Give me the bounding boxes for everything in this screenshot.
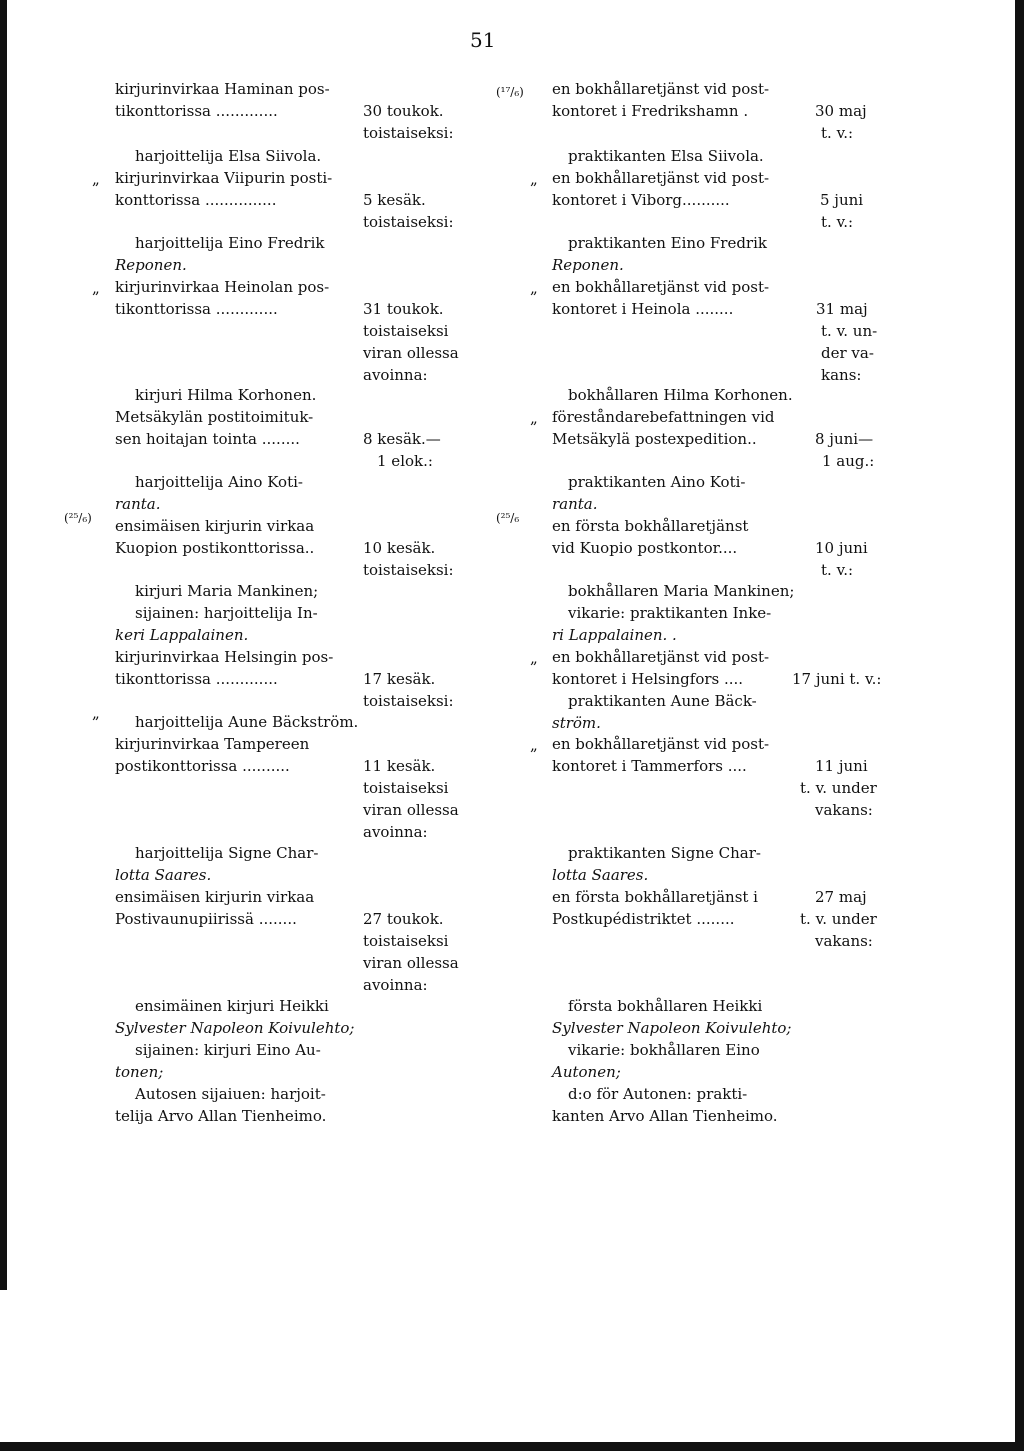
entry-line: tonen; [115,1063,164,1081]
ditto-mark: „ [92,279,100,297]
date-line: 31 maj [816,300,868,318]
date-line: toistaiseksi: [363,213,454,231]
entry-line: Kuopion postikonttorissa.. [115,539,315,557]
date-line: toistaiseksi [363,932,449,950]
entry-line: kirjuri Hilma Korhonen. [135,386,317,404]
date-line: viran ollessa [363,801,459,819]
date-line: viran ollessa [363,954,459,972]
ditto-mark: „ [92,704,100,722]
scan-border-left [0,0,7,1290]
entry-line: harjoittelija Signe Char- [135,844,319,862]
entry-line: harjoittelija Elsa Siivola. [135,147,322,165]
date-line: avoinna: [363,366,428,384]
entry-line: Sylvester Napoleon Koivulehto; [115,1019,355,1037]
date-line: 11 juni [815,757,868,775]
date-line: t. v. under [800,910,877,928]
date-line: 30 toukok. [363,102,444,120]
entry-line: första bokhållaren Heikki [568,997,763,1015]
entry-line: kontoret i Helsingfors .... [552,670,744,688]
entry-line: sen hoitajan tointa ........ [115,430,300,448]
ditto-mark: „ [530,409,538,427]
date-line: 1 elok.: [377,452,433,470]
entry-line: tikonttorissa ............. [115,300,278,318]
entry-line: praktikanten Signe Char- [568,844,761,862]
entry-line: kirjurinvirkaa Helsingin pos- [115,648,334,666]
entry-line: d:o för Autonen: prakti- [568,1085,748,1103]
entry-line: kontoret i Viborg.......... [552,191,730,209]
entry-line: keri Lappalainen. [115,626,249,644]
entry-line: ensimäinen kirjuri Heikki [135,997,329,1015]
ditto-mark: „ [92,170,100,188]
entry-line: lotta Saares. [115,866,212,884]
entry-line: kontoret i Heinola ........ [552,300,734,318]
date-line: vakans: [815,932,873,950]
entry-line: ri Lappalainen. . [552,626,677,644]
entry-line: en bokhållaretjänst vid post- [552,80,770,98]
entry-line: ranta. [115,495,161,513]
scan-border-bottom [0,1442,1024,1451]
entry-line: en första bokhållaretjänst i [552,888,758,906]
date-line: 11 kesäk. [363,757,436,775]
entry-line: kirjurinvirkaa Viipurin posti- [115,169,333,187]
entry-line: ström. [552,714,601,732]
ditto-mark: „ [530,279,538,297]
date-line: toistaiseksi [363,322,449,340]
entry-line: telija Arvo Allan Tienheimo. [115,1107,327,1125]
entry-line: Reponen. [552,256,624,274]
date-line: der va- [821,344,874,362]
entry-line: kontoret i Tammerfors .... [552,757,747,775]
entry-line: kirjurinvirkaa Tampereen [115,735,310,753]
date-line: 31 toukok. [363,300,444,318]
date-line: 8 juni— [815,430,874,448]
entry-line: Reponen. [115,256,187,274]
entry-line: ensimäisen kirjurin virkaa [115,517,315,535]
entry-line: Metsäkylän postitoimituk- [115,408,314,426]
entry-line: postikonttorissa .......... [115,757,290,775]
date-line: t. v. under [800,779,877,797]
date-line: t. v.: [821,124,854,142]
entry-line: Autosen sijaiuen: harjoit- [135,1085,326,1103]
date-line: toistaiseksi: [363,561,454,579]
date-line: 5 kesäk. [363,191,426,209]
entry-line: sijainen: harjoittelija In- [135,604,318,622]
date-line: 30 maj [815,102,867,120]
date-line: toistaiseksi: [363,692,454,710]
entry-line: bokhållaren Hilma Korhonen. [568,386,793,404]
date-line: 27 toukok. [363,910,444,928]
entry-line: Autonen; [552,1063,621,1081]
entry-line: vikarie: bokhållaren Eino [568,1041,760,1059]
entry-line: kanten Arvo Allan Tienheimo. [552,1107,778,1125]
margin-date: (¹⁷/₆) [496,85,524,99]
entry-line: föreståndarebefattningen vid [552,408,775,426]
date-line: viran ollessa [363,344,459,362]
date-line: 27 maj [815,888,867,906]
entry-line: praktikanten Aune Bäck- [568,692,757,710]
entry-line: ranta. [552,495,598,513]
date-line: t. v.: [821,561,854,579]
date-line: avoinna: [363,823,428,841]
entry-line: kirjurinvirkaa Heinolan pos- [115,278,330,296]
date-line: toistaiseksi: [363,124,454,142]
date-line: t. v.: [821,213,854,231]
entry-line: Sylvester Napoleon Koivulehto; [552,1019,792,1037]
entry-line: kirjuri Maria Mankinen; [135,582,319,600]
ditto-mark: „ [530,736,538,754]
entry-line: sijainen: kirjuri Eino Au- [135,1041,321,1059]
entry-line: en bokhållaretjänst vid post- [552,169,770,187]
date-line: 17 kesäk. [363,670,436,688]
date-line: kans: [821,366,862,384]
entry-line: en första bokhållaretjänst [552,517,749,535]
entry-line: praktikanten Eino Fredrik [568,234,767,252]
entry-line: kontoret i Fredrikshamn . [552,102,749,120]
entry-line: harjoittelija Aino Koti- [135,473,303,491]
margin-date: (²⁵/₆) [64,511,92,525]
ditto-mark: „ [530,649,538,667]
entry-line: vikarie: praktikanten Inke- [568,604,772,622]
entry-line: Metsäkylä postexpedition.. [552,430,757,448]
entry-line: ensimäisen kirjurin virkaa [115,888,315,906]
date-line: avoinna: [363,976,428,994]
entry-line: Postkupédistriktet ........ [552,910,735,928]
entry-line: harjoittelija Aune Bäckström. [135,713,359,731]
entry-line: harjoittelija Eino Fredrik [135,234,325,252]
entry-line: lotta Saares. [552,866,649,884]
date-line: 5 juni [820,191,864,209]
entry-line: vid Kuopio postkontor.... [552,539,738,557]
date-line: t. v. un- [821,322,878,340]
entry-line: konttorissa ............... [115,191,277,209]
date-line: 8 kesäk.— [363,430,441,448]
entry-line: tikonttorissa ............. [115,670,278,688]
date-line: 10 kesäk. [363,539,436,557]
entry-line: tikonttorissa ............. [115,102,278,120]
date-line: toistaiseksi [363,779,449,797]
entry-line: en bokhållaretjänst vid post- [552,648,770,666]
margin-date: (²⁵/₆ [496,511,520,525]
ditto-mark: „ [530,170,538,188]
entry-line: Postivaunupiirissä ........ [115,910,297,928]
entry-line: en bokhållaretjänst vid post- [552,278,770,296]
entry-line: praktikanten Elsa Siivola. [568,147,764,165]
date-line: vakans: [815,801,873,819]
entry-line: kirjurinvirkaa Haminan pos- [115,80,330,98]
date-line: 10 juni [815,539,868,557]
entry-line: en bokhållaretjänst vid post- [552,735,770,753]
entry-line: bokhållaren Maria Mankinen; [568,582,795,600]
scan-border-right [1015,0,1024,1451]
entry-line: praktikanten Aino Koti- [568,473,746,491]
page-number: 51 [470,28,496,52]
date-line: 17 juni t. v.: [792,670,882,688]
date-line: 1 aug.: [822,452,875,470]
